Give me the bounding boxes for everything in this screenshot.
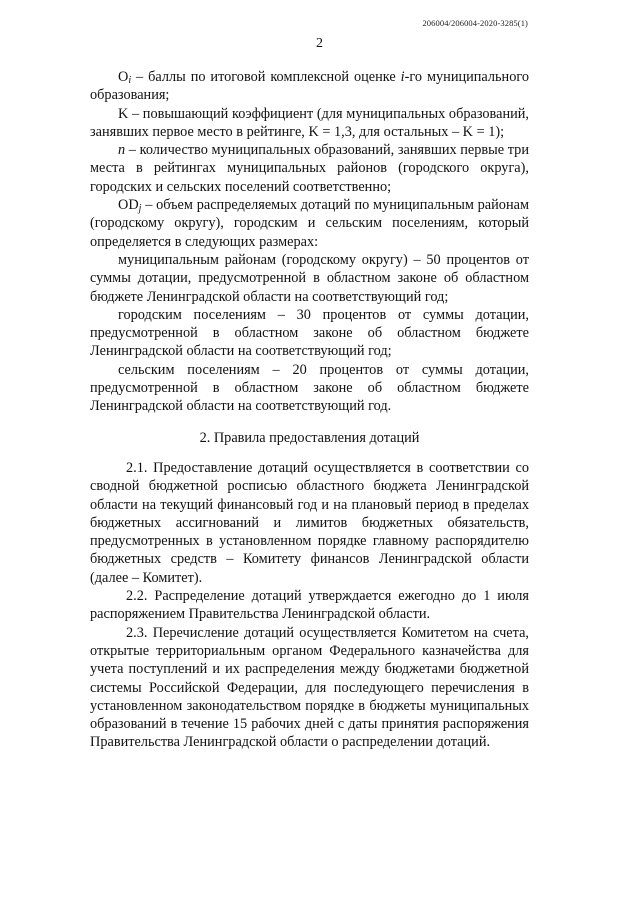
o-symbol: O <box>118 69 129 85</box>
o-italic: i <box>400 69 405 85</box>
o-text-2: -го муниципального образования; <box>90 69 529 104</box>
clause-2-3: 2.3. Перечисление дотаций осуществляется Комитетом на счета, открытые территориальным органом Федерального казначейства для учета поступлений и их распределения между бюджетами бюджетной системы Российской Федерации, для последующего перечисления в установленном законодательством порядке в бюджеты муниципальных образований в течение 15 рабочих дней с даты принятия распоряжения Правительства Ленинградской области о распределении дотаций. <box>90 624 529 751</box>
o-text-1: – баллы по итоговой комплексной оценке <box>131 69 401 85</box>
od-subscript: j <box>138 203 142 215</box>
clause-2-1: 2.1. Предоставление дотаций осуществляется в соответствии со сводной бюджетной росписью областного бюджета Ленинградской области на текущий финансовый год и на плановый период в пределах бюджетных ассигнований и лимитов бюджетных обязательств, предусмотренных в установленном порядке главному распорядителю бюджетных средств – Комитету финансов Ленинградской области (далее – Комитет). <box>90 459 529 586</box>
od-symbol: OD <box>118 197 139 214</box>
municipal-districts-share: муниципальным районам (городскому округу) – 50 процентов от суммы дотации, предусмотренной в областном законе об областном бюджете Ленинградской области на соответствующий год; <box>90 251 529 305</box>
document-body <box>90 68 529 752</box>
definition-k: K – повышающий коэффициент (для муниципальных образований, занявших первое место в рейтинге, K = 1,3, для остальных – K = 1); <box>90 105 529 140</box>
section-title: 2. Правила предоставления дотаций <box>199 429 420 446</box>
n-text: – количество муниципальных образований, занявших первые три места в рейтингах муниципальных районов (городского округа), городских и сельских поселений соответственно; <box>90 142 529 195</box>
clause-2-2: 2.2. Распределение дотаций утверждается ежегодно до 1 июля распоряжением Правительства Ленинградской области. <box>90 588 529 623</box>
definition-n <box>90 141 529 196</box>
rural-settlements-share: сельским поселениям – 20 процентов от суммы дотации, предусмотренной в областном законе об областном бюджете Ленинградской области на соответствующий год. <box>90 361 529 415</box>
definition-od <box>90 196 529 251</box>
urban-settlements-share: городским поселениям – 30 процентов от суммы дотации, предусмотренной в областном законе об областном бюджете Ленинградской области на соответствующий год; <box>90 306 529 360</box>
definition-o <box>90 68 529 105</box>
o-subscript: i <box>128 75 132 86</box>
page-number: 2 <box>316 36 323 51</box>
document-id: 206004/206004-2020-3285(1) <box>422 18 528 28</box>
n-symbol: n <box>118 142 126 159</box>
od-text: – объем распределяемых дотаций по муниципальным районам (городскому округу), городским и сельским поселениям, который определяется в следующих размерах: <box>90 197 529 250</box>
